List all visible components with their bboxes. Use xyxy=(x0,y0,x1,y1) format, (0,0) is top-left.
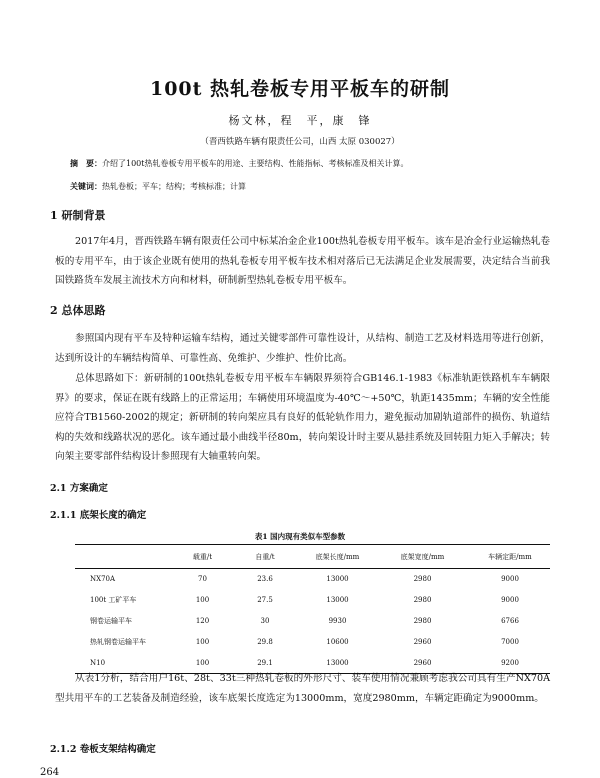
table-header-cell: 底架宽度/mm xyxy=(375,545,470,569)
table-cell: 27.5 xyxy=(257,596,273,604)
table-cell: 6766 xyxy=(501,617,519,625)
section-1-text: 2017年4月，晋西铁路车辆有限责任公司中标某冶金企业100t热轧卷板专用平板车。该车是冶金行业运输热轧卷板的专用平车，由于该企业既有使用的热轧卷板专用平板车技术相对落后已无法满足企业发展需要，决定结合当前我国铁路货车发展主流技术方向和材料，研制新型热轧卷板专用平板车。 xyxy=(55,236,550,286)
table-cell: 100 xyxy=(175,653,230,674)
table-cell: N10 xyxy=(75,653,175,674)
page-number: 264 xyxy=(40,767,60,778)
table-cell: 2960 xyxy=(413,638,432,646)
section-heading-2-1-2: 2.1.2 卷板支架结构确定 xyxy=(50,744,156,755)
section-1-paragraph xyxy=(55,232,550,291)
table-header-cell: 自重/t xyxy=(230,545,300,569)
after-table-text: 从表1分析，结合用户16t、28t、33t三种热轧卷板的外形尺寸、装车使用情况兼顾考虑我公司具有生产NX70A型共用平车的工艺装备及制造经验，该车底架长度选定为13000mm，宽度2980mm，车辆定距确定为9000mm。 xyxy=(55,673,550,704)
table-header-cell: 载重/t xyxy=(175,545,230,569)
section-2-text-1: 参照国内现有平车及特种运输车结构，通过关键零部件可靠性设计，从结构、制造工艺及材料选用等进行创新，达到所设计的车辆结构简单、可靠性高、免维护、少维护、性价比高。 xyxy=(55,333,550,364)
table-cell: 热轧钢卷运输平车 xyxy=(90,638,146,646)
after-table-paragraph xyxy=(55,669,550,708)
table-cell: 10600 xyxy=(326,638,349,646)
table-cell: 100t 工矿平车 xyxy=(90,596,137,604)
section-heading-2-1: 2.1 方案确定 xyxy=(50,483,108,494)
table-row xyxy=(75,611,550,632)
table-cell: 29.8 xyxy=(257,638,273,646)
table-header-cell: 底架长度/mm xyxy=(300,545,375,569)
table-row xyxy=(75,569,550,590)
table-header-cell xyxy=(75,545,175,569)
abstract-text: 介绍了100t热轧卷板专用平板车的用途、主要结构、性能指标、考核标准及相关计算。 xyxy=(102,159,409,168)
table-cell: 9000 xyxy=(501,575,519,584)
table-cell: 2960 xyxy=(375,653,470,674)
section-heading-2: 2 总体思路 xyxy=(50,304,106,317)
abstract-label: 摘 要： xyxy=(70,158,102,168)
table-header-row xyxy=(75,545,550,569)
section-heading-1: 1 研制背景 xyxy=(50,209,106,222)
table-cell: 30 xyxy=(260,617,270,625)
table-cell: NX70A xyxy=(90,575,116,584)
section-heading-2-1-1: 2.1.1 底架长度的确定 xyxy=(50,510,147,521)
table-cell: 70 xyxy=(198,575,207,584)
abstract xyxy=(70,157,550,170)
table-cell: 9000 xyxy=(501,596,519,604)
table-cell: 13000 xyxy=(326,596,349,604)
table-caption: 表1 国内现有类似车型参数 xyxy=(254,532,346,541)
table-cell: 100 xyxy=(195,638,210,646)
table-cell: 23.6 xyxy=(257,575,273,584)
table-cell: 29.1 xyxy=(230,653,300,674)
keywords-label: 关键词： xyxy=(70,181,102,191)
table-row xyxy=(75,590,550,611)
table-cell: 钢卷运输平车 xyxy=(90,617,132,625)
table-cell: 2980 xyxy=(413,596,432,604)
authors: 杨文林，程 平，康 锋 xyxy=(228,114,372,127)
params-table xyxy=(75,544,550,674)
table-cell: 2980 xyxy=(413,575,432,584)
section-2-paragraph-2 xyxy=(55,369,550,467)
paper-title: 100t 热轧卷板专用平板车的研制 xyxy=(149,78,451,100)
table-cell: 13000 xyxy=(300,653,375,674)
table-cell: 2980 xyxy=(413,617,432,625)
table-cell: 9200 xyxy=(470,653,550,674)
section-2-text-2: 总体思路如下：新研制的100t热轧卷板专用平板车车辆限界须符合GB146.1-1983《标准轨距铁路机车车辆限界》的要求，保证在既有线路上的正常运用；车辆使用环境温度为-40℃～+50℃，轨距1435mm；车辆的安全性能应符合TB1560-2002的规定；新研制的转向架应具有良好的低轮轨作用力，避免振动加剧轨道部件的损伤、轨道结构的失效和线路状况的恶化。该车通过最小曲线半径80m，转向架设计时主要从悬挂系统及回转阻力矩入手解决；转向架主要零部件结构设计参照现有大轴重转向架。 xyxy=(55,373,550,462)
keywords xyxy=(70,180,550,193)
table-cell: 7000 xyxy=(501,638,519,646)
keywords-text: 热轧卷板；平车；结构；考核标准；计算 xyxy=(102,182,246,191)
table-cell: 100 xyxy=(195,596,210,604)
table-cell: 13000 xyxy=(326,575,349,584)
table-cell: 120 xyxy=(195,617,210,625)
table-cell: 9930 xyxy=(328,617,347,625)
affiliation: （晋西铁路车辆有限责任公司，山西 太原 030027） xyxy=(200,137,400,147)
table-row xyxy=(75,632,550,653)
table-header-cell: 车辆定距/mm xyxy=(470,545,550,569)
section-2-paragraph-1 xyxy=(55,329,550,368)
